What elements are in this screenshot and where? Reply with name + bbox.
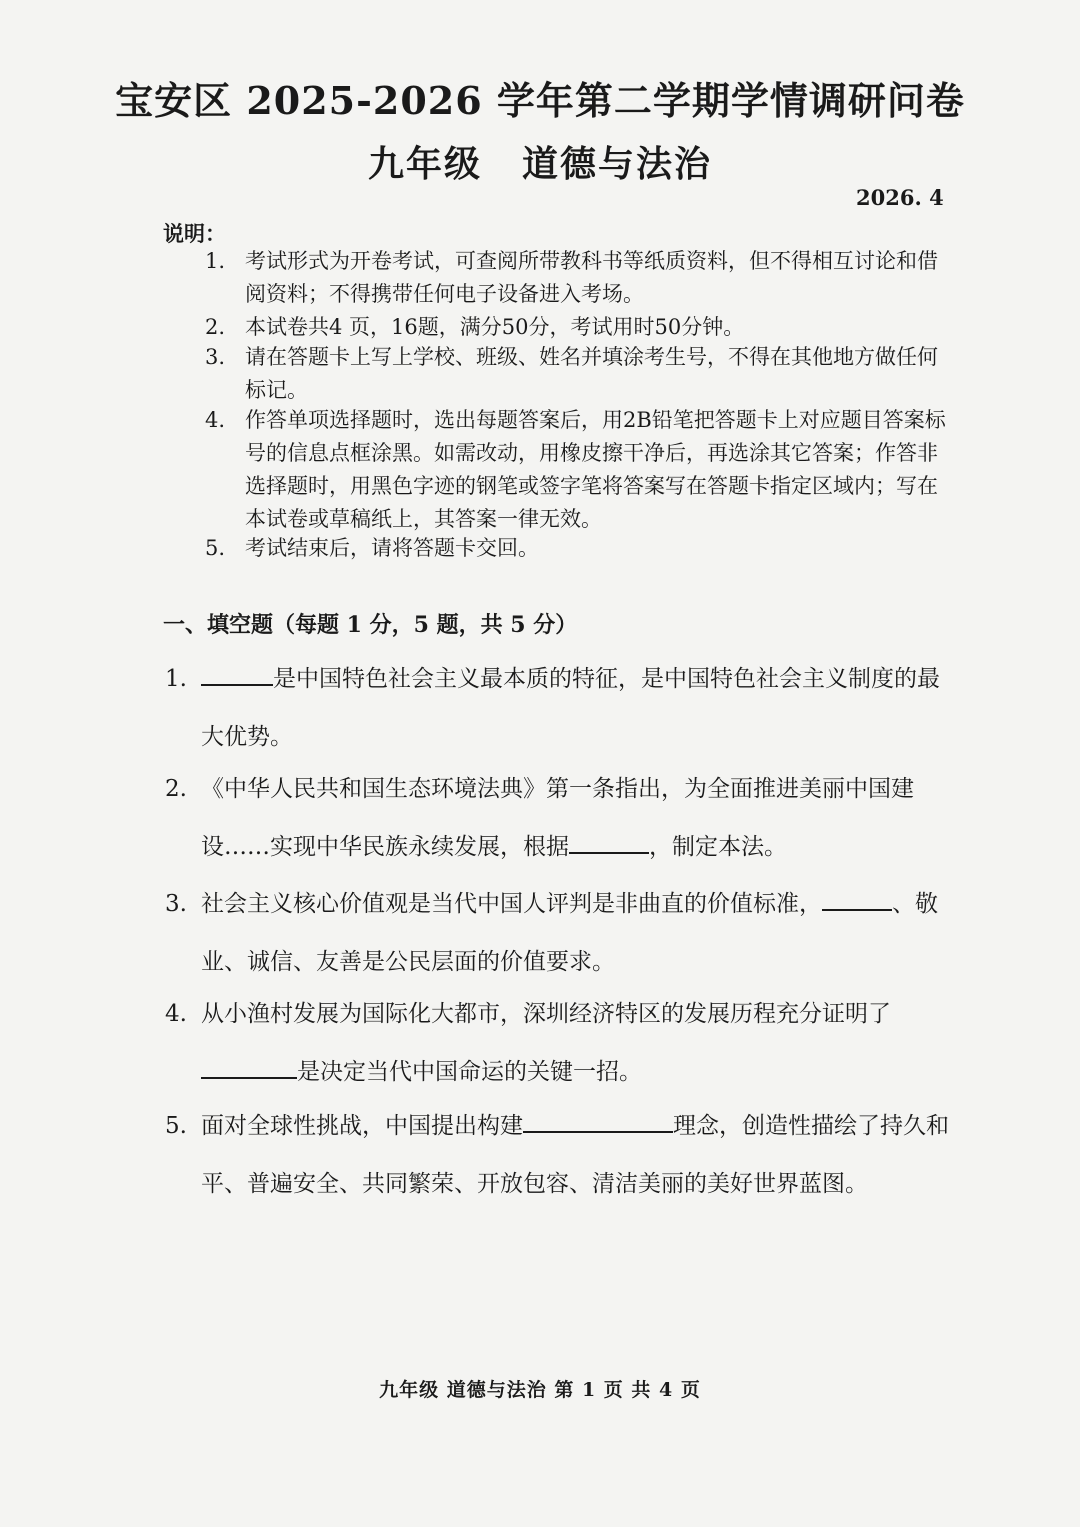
answer-blank: [569, 830, 649, 854]
exam-date: 2026. 4: [856, 185, 944, 210]
question-item: [165, 1097, 955, 1213]
question-text-after: 、敬业、诚信、友善是公民层面的价值要求。: [201, 891, 938, 975]
question-number: 3.: [165, 891, 187, 917]
question-number: 5.: [165, 1113, 187, 1139]
instruction-item: [205, 341, 955, 407]
question-text-after: 是中国特色社会主义最本质的特征，是中国特色社会主义制度的最大优势。: [201, 666, 940, 750]
question-item: [165, 985, 955, 1101]
answer-blank: [523, 1109, 673, 1133]
answer-blank: [201, 662, 273, 686]
question-text-before: 《中华人民共和国生态环境法典》第一条指出，为全面推进美丽中国建设……实现中华民族永续发展，根据: [201, 776, 914, 860]
question-text-after: 理念，创造性描绘了持久和平、普遍安全、共同繁荣、开放包容、清洁美丽的美好世界蓝图。: [201, 1113, 949, 1197]
question-text-before: 社会主义核心价值观是当代中国人评判是非曲直的价值标准，: [201, 891, 822, 917]
instruction-item: [205, 404, 955, 536]
instructions-heading: 说明：: [163, 221, 226, 246]
instruction-item: [205, 532, 955, 565]
instruction-text: 考试结束后，请将答题卡交回。: [245, 536, 539, 560]
question-item: [165, 875, 955, 991]
question-item: [165, 650, 955, 766]
instruction-item: [205, 311, 955, 344]
instruction-text: 请在答题卡上写上学校、班级、姓名并填涂考生号，不得在其他地方做任何标记。: [245, 345, 938, 402]
instruction-text: 作答单项选择题时，选出每题答案后，用2B铅笔把答题卡上对应题目答案标号的信息点框涂黑。如需改动，用橡皮擦干净后，再选涂其它答案；作答非选择题时，用黑色字迹的钢笔或签字笔将答案写在答题卡指定区域内；写在本试卷或草稿纸上，其答案一律无效。: [245, 408, 946, 531]
question-number: 2.: [165, 776, 187, 802]
section-heading: 一、填空题（每题 1 分，5 题，共 5 分）: [163, 612, 578, 638]
question-text-before: 从小渔村发展为国际化大都市，深圳经济特区的发展历程充分证明了: [201, 1001, 891, 1027]
grade-label: 九年级: [367, 143, 482, 185]
instruction-text: 考试形式为开卷考试，可查阅所带教科书等纸质资料，但不得相互讨论和借阅资料；不得携带任何电子设备进入考场。: [245, 249, 938, 306]
instruction-item: [205, 245, 955, 311]
instruction-text: 本试卷共4 页，16题，满分50分，考试用时50分钟。: [245, 315, 745, 339]
instruction-number: 3.: [205, 345, 226, 369]
question-number: 1.: [165, 666, 187, 692]
instruction-number: 4.: [205, 408, 226, 432]
page-footer: 九年级 道德与法治 第 1 页 共 4 页: [379, 1379, 701, 1401]
instruction-number: 1.: [205, 249, 226, 273]
question-text-after: 是决定当代中国命运的关键一招。: [297, 1059, 642, 1085]
answer-blank: [822, 887, 892, 911]
answer-blank: [201, 1055, 297, 1079]
instruction-number: 2.: [205, 315, 226, 339]
question-text-before: 面对全球性挑战，中国提出构建: [201, 1113, 523, 1139]
exam-subtitle: [0, 136, 1080, 187]
subject-label: 道德与法治: [522, 143, 713, 185]
instruction-number: 5.: [205, 536, 226, 560]
question-item: [165, 760, 955, 876]
question-number: 4.: [165, 1001, 187, 1027]
question-text-after: ，制定本法。: [649, 834, 787, 860]
exam-title: 宝安区 2025-2026 学年第二学期学情调研问卷: [115, 78, 965, 123]
